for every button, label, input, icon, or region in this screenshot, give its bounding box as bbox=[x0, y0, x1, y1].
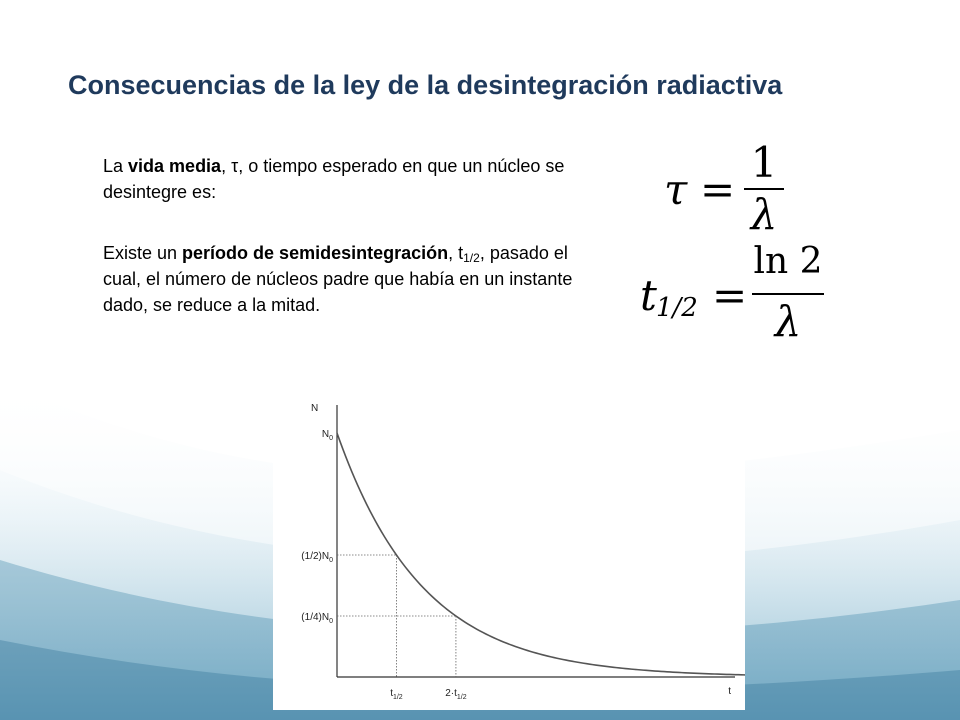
formula-tau-equals: = bbox=[700, 165, 736, 214]
formula-tau bbox=[652, 130, 832, 240]
x-tick-label-1: $2\cdot t_{1/2}$ bbox=[445, 688, 467, 701]
y-axis-title: N bbox=[311, 403, 319, 414]
formula-half-life-equals: = bbox=[712, 271, 748, 320]
formula-half-life-lhs: t bbox=[640, 271, 657, 320]
paragraph-semidesintegracion bbox=[103, 240, 583, 318]
x-axis-title: t bbox=[728, 686, 731, 697]
slide-title: Consecuencias de la ley de la desintegración radiactiva bbox=[68, 70, 783, 100]
x-tick-label-0: $t_{1/2}$ bbox=[390, 688, 403, 701]
formula-half-life-fraction-bar bbox=[752, 293, 824, 295]
y-tick-label-2: $(1/4)N_0$ bbox=[301, 612, 333, 625]
formula-tau-denominator: λ bbox=[750, 190, 778, 239]
text-run: , τ, o tiempo esperado en que un núcleo se desintegre es: bbox=[103, 156, 565, 202]
decay-curve bbox=[337, 433, 745, 675]
formula-half-life bbox=[640, 235, 840, 345]
formula-tau-lhs: τ bbox=[664, 165, 688, 214]
decay-chart bbox=[273, 393, 745, 710]
formula-tau-numerator: 1 bbox=[750, 138, 778, 187]
subscript: 1/2 bbox=[463, 251, 480, 265]
text-run: , pasado el cual, el número de núcleos padre que había en un instante dado, se reduce a la mitad. bbox=[103, 243, 573, 315]
text-run: , t bbox=[448, 243, 464, 263]
paragraph-vida-media bbox=[103, 153, 583, 205]
formula-half-life-denominator: λ bbox=[774, 297, 802, 346]
formula-half-life-numerator: ln 2 bbox=[753, 241, 823, 282]
y-tick-label-0: $N_0$ bbox=[321, 429, 333, 442]
formula-half-life-subscript: 1/2 bbox=[656, 293, 698, 323]
text-run: La bbox=[103, 156, 129, 176]
bold-term-periodo: período de semidesintegración bbox=[182, 243, 449, 263]
y-tick-label-1: $(1/2)N_0$ bbox=[301, 551, 333, 564]
decay-chart-svg bbox=[273, 393, 745, 710]
bold-term-vida-media: vida media bbox=[128, 156, 222, 176]
text-run: Existe un bbox=[103, 243, 183, 263]
